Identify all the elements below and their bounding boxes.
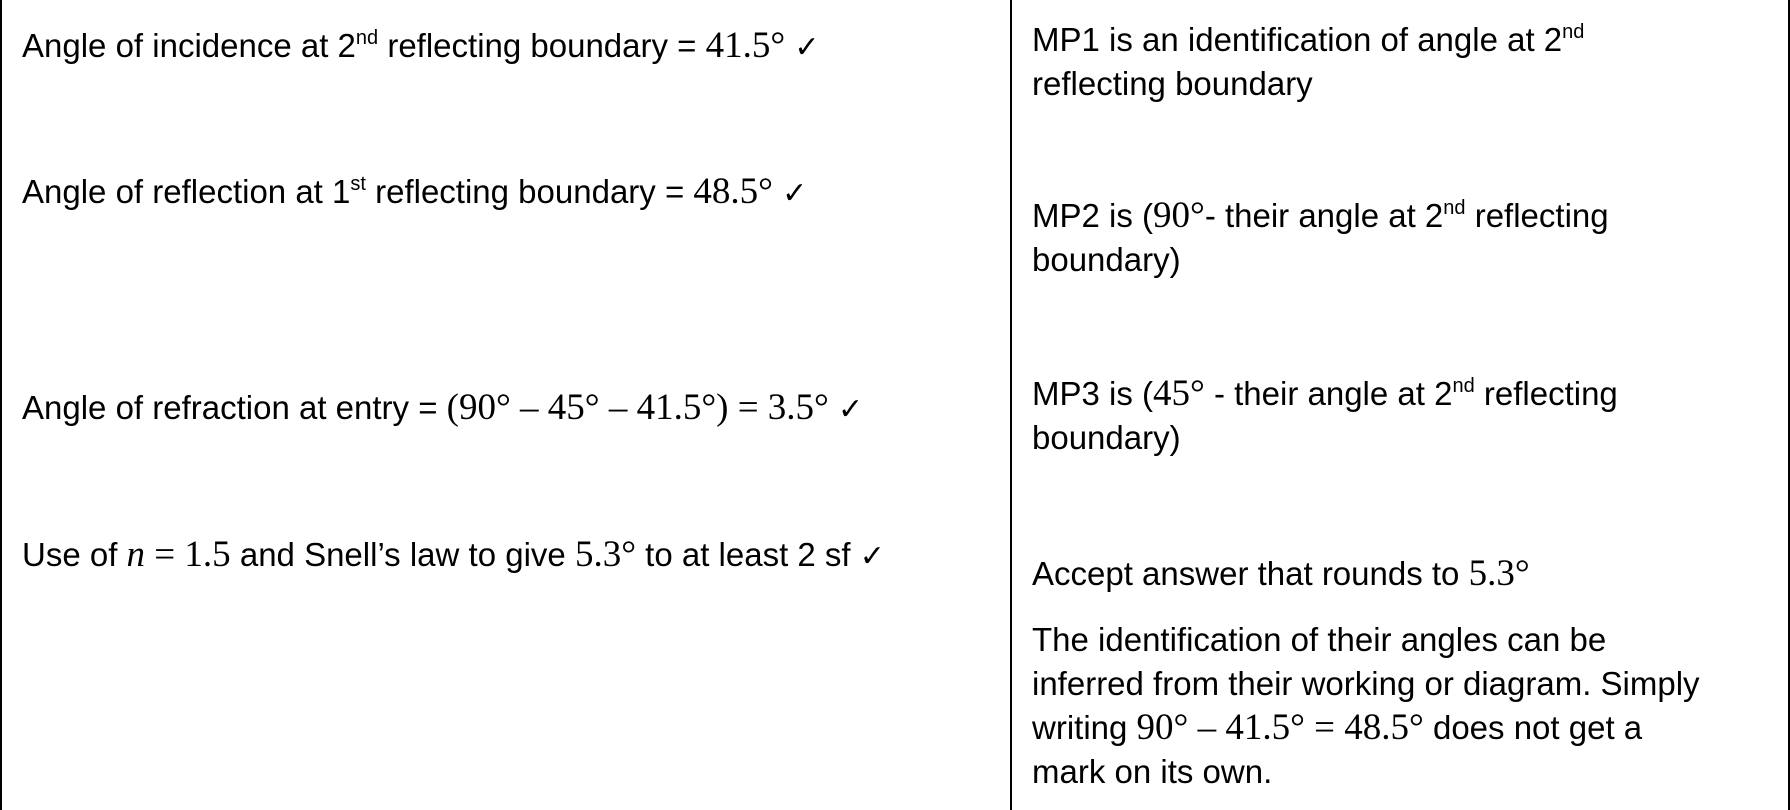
guidance-mp3: MP3 is (45° - their angle at 2nd reflecting boundary): [1032, 373, 1618, 456]
guidance-mp1: MP1 is an identification of angle at 2nd reflecting boundary: [1032, 21, 1585, 102]
guidance-accept: Accept answer that rounds to 5.3°: [1032, 553, 1530, 594]
check-mark-icon: ✓: [794, 30, 820, 65]
table-left-border: [0, 0, 2, 810]
check-mark-icon: ✓: [782, 176, 808, 211]
check-mark-icon: ✓: [859, 539, 885, 574]
column-divider: [1010, 0, 1012, 810]
answer-row-2: Angle of reflection at 1st reflecting boundary = 48.5° ✓: [22, 171, 808, 212]
guidance-mp2: MP2 is (90°- their angle at 2nd reflecting boundary): [1032, 195, 1609, 278]
check-mark-icon: ✓: [838, 392, 864, 427]
answer-row-1: Angle of incidence at 2nd reflecting boundary = 41.5° ✓: [22, 25, 820, 66]
answer-row-3: Angle of refraction at entry = (90° – 45° – 41.5°) = 3.5° ✓: [22, 387, 864, 428]
guidance-note: The identification of their angles can be inferred from their working or diagram. Simply writing 90° – 41.5° = 48.5° does not get a mark on its own.: [1032, 621, 1700, 790]
answer-row-4: Use of n = 1.5 and Snell’s law to give 5.3° to at least 2 sf ✓: [22, 534, 885, 575]
